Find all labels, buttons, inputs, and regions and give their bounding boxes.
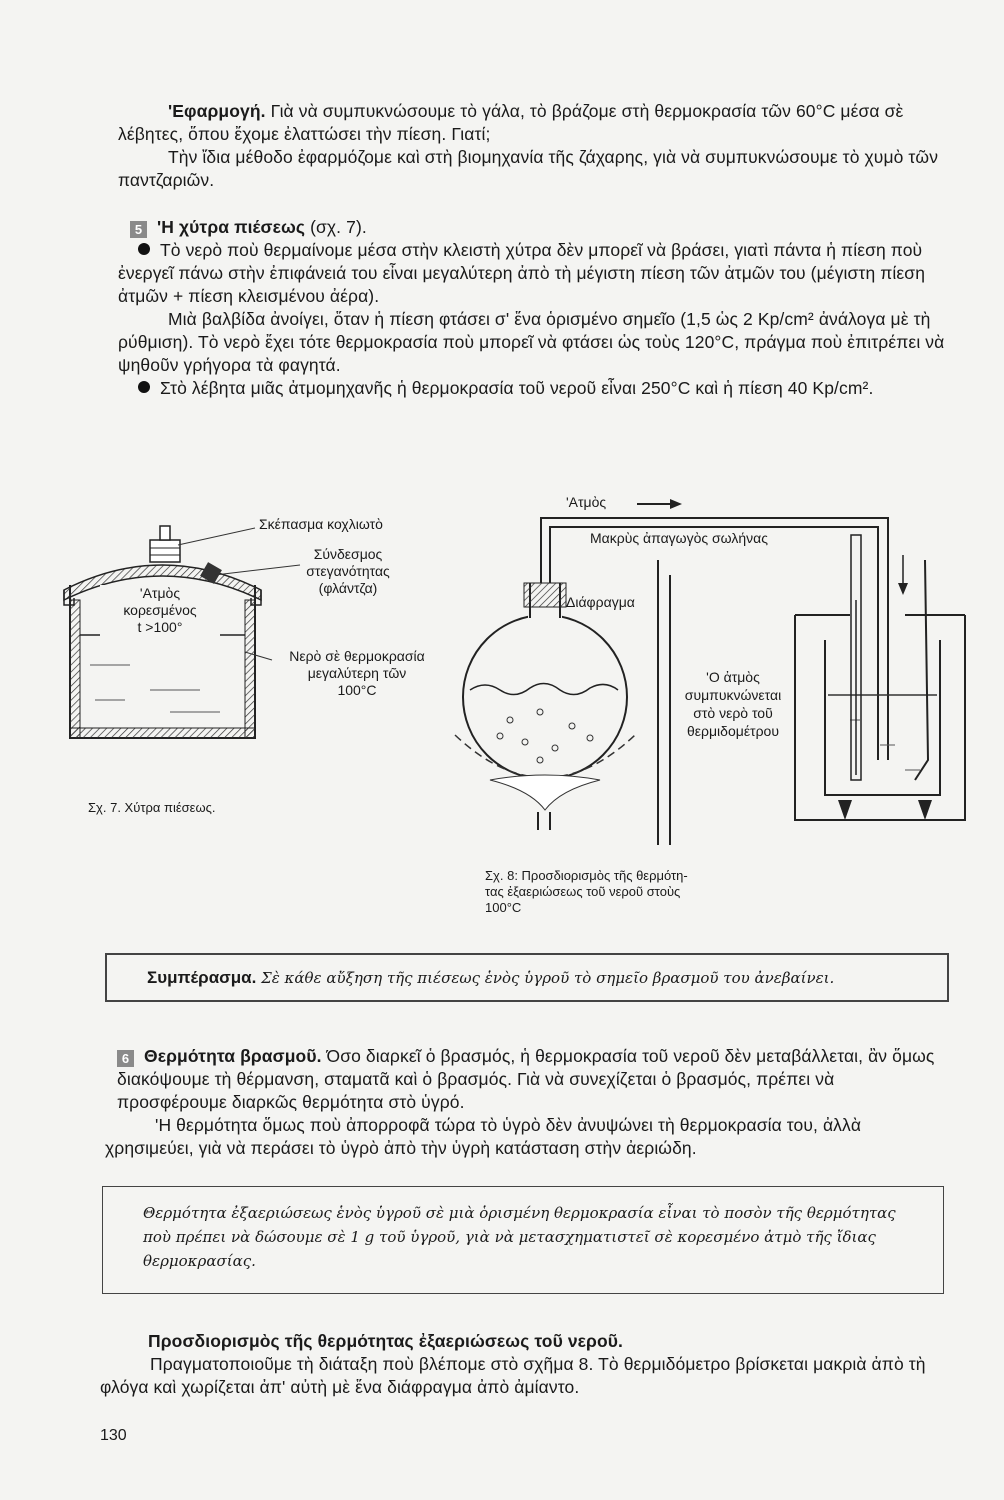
valve-paragraph: Μιὰ βαλβίδα ἀνοίγει, ὅταν ἡ πίεση φτάσει σ' ἕνα ὁρισμένο σημεῖο (1,5 ὡς 2 Kp/cm² ἀνάλογα μὲ τὴ ρύθμιση). Τὸ νερὸ ἔχει τότε θερμοκρασία ποὺ μπορεῖ νὰ φτάσει ὡς τοὺς 120°C, πράγμα ποὺ ἐπιτρέπει νὰ ψηθοῦν γρήγορα τὰ φαγητά. (118, 309, 945, 375)
fig8-steam-label: 'Ατμὸς (566, 494, 607, 510)
section-5-title: 'Η χύτρα πιέσεως (157, 217, 306, 237)
conclusion-box (105, 953, 949, 1002)
calorimeter-inner (825, 640, 940, 795)
flask-water (470, 683, 618, 694)
pressure-cooker-paragraph: Τὸ νερὸ ποὺ θερμαίνομε μέσα στὴν κλειστὴ χύτρα δὲν μπορεῖ νὰ βράσει, γιατὶ πάντα ἡ πίεση ποὺ ἐνεργεῖ πάνω στὴν ἐπιφάνειά του εἶναι μεγαλύτερη ἀπὸ τὴ μέγιστη πίεση τῶν ἀτμῶν του (μέγιστη πίεση ἀτμῶν + πίεση κλεισμένου ἀέρα). (118, 240, 926, 306)
section-6-title: Θερμότητα βρασμοῦ. (144, 1046, 322, 1066)
seal-label: Σύνδεσμος στεγανότητας (φλάντζα) (306, 546, 390, 596)
diaphragm-label: Διάφραγμα (566, 594, 635, 610)
section-number-6: 6 (117, 1050, 134, 1067)
section-number-5: 5 (130, 221, 147, 238)
definition-box (102, 1186, 944, 1294)
determination-text: Πραγματοποιοῦμε τὴ διάταξη ποὺ βλέπομε στὸ σχῆμα 8. Τὸ θερμιδόμετρο βρίσκεται μακριὰ ἀπὸ τὴ φλόγα καὶ χωρίζεται ἀπ' αὐτὴ μὲ ἕνα διάφραγμα ἀπὸ ἀμίαντο. (100, 1354, 926, 1397)
conclusion-label: Συμπέρασμα. (147, 968, 257, 987)
burner-flame (455, 735, 635, 778)
figure-8-caption: Σχ. 8: Προσδιορισμὸς τῆς θερμότη- τας ἐξαεριώσεως τοῦ νεροῦ στοὺς 100°C (485, 868, 688, 915)
steam-label: 'Ατμὸς κορεσμένος t >100° (100, 585, 220, 636)
lid-label: Σκέπασμα κοχλιωτὸ (259, 516, 383, 532)
water-label: Νερὸ σὲ θερμοκρασία μεγαλύτερη τῶν 100°C (289, 648, 425, 698)
application-label: 'Εφαρμογή. (168, 101, 266, 121)
burner (538, 812, 550, 830)
condensation-label: 'Ο ἀτμὸς συμπυκνώνεται στὸ νερὸ τοῦ θερμιδομέτρου (684, 669, 782, 739)
delivery-tube-label: Μακρὺς ἀπαγωγὸς σωλήνας (590, 530, 768, 546)
application-text: Γιὰ νὰ συμπυκνώσουμε τὸ γάλα, τὸ βράζομε στὴ θερμοκρασία τῶν 60°C μέσα σὲ λέβητες, ὅπου ἔχομε ἐλαττώσει τὴν πίεση. Γιατί; (118, 101, 904, 144)
page-number: 130 (100, 1427, 127, 1444)
determination-title: Προσδιορισμὸς τῆς θερμότητας ἐξαεριώσεως τοῦ νεροῦ. (148, 1331, 624, 1351)
sugar-paragraph: Τὴν ἴδια μέθοδο ἐφαρμόζομε καὶ στὴ βιομηχανία τῆς ζάχαρης, γιὰ νὰ συμπυκνώσουμε τὸ χυμὸ τῶν παντζαριῶν. (118, 147, 939, 190)
definition-text: Θερμότητα ἐξαεριώσεως ἑνὸς ὑγροῦ σὲ μιὰ ὁρισμένη θερμοκρασία εἶναι τὸ ποσὸν τῆς θερμότητας ποὺ πρέπει νὰ δώσουμε σὲ 1 g τοῦ ὑγροῦ, γιὰ νὰ μετασχηματιστεῖ σὲ κορεσμένο ἀτμὸ τῆς ἴδιας θερμοκρασίας. (143, 1204, 896, 1270)
figure-7-caption: Σχ. 7. Χύτρα πιέσεως. (88, 800, 216, 815)
determination-section (100, 1330, 945, 1399)
absorbed-heat-paragraph: 'Η θερμότητα ὅμως ποὺ ἀπορροφᾶ τώρα τὸ ὑγρὸ δὲν ἀνυψώνει τὴ θερμοκρασία του, ἀλλὰ χρησιμεύει, γιὰ νὰ περάσει τὸ ὑγρὸ ἀπὸ τὴν ὑγρὴ κατάσταση στὴν ἀεριώδη. (105, 1115, 862, 1158)
stirrer (915, 560, 928, 780)
conclusion-text: Σὲ κάθε αὔξηση τῆς πιέσεως ἑνὸς ὑγροῦ τὸ σημεῖο βρασμοῦ του ἀνεβαίνει. (256, 969, 835, 987)
section-5-ref: (σχ. 7). (305, 217, 367, 237)
flask (463, 615, 627, 779)
boiling-heat-paragraph: Όσο διαρκεῖ ὁ βρασμός, ἡ θερμοκρασία τοῦ νεροῦ δὲν μεταβάλλεται, ἂν ὅμως διακόψουμε τὴ θέρμανση, σταματᾶ καὶ ὁ βρασμός. Γιὰ νὰ συνεχίζεται ὁ βρασμός, πρέπει νὰ προσφέρουμε διαρκῶς θερμότητα στὸ ὑγρό. (117, 1046, 935, 1112)
stopper (524, 583, 566, 607)
section-6 (105, 1045, 945, 1160)
boiler-paragraph: Στὸ λέβητα μιᾶς ἀτμομηχανῆς ἡ θερμοκρασία τοῦ νεροῦ εἶναι 250°C καὶ ἡ πίεση 40 Kp/cm². (160, 378, 874, 398)
